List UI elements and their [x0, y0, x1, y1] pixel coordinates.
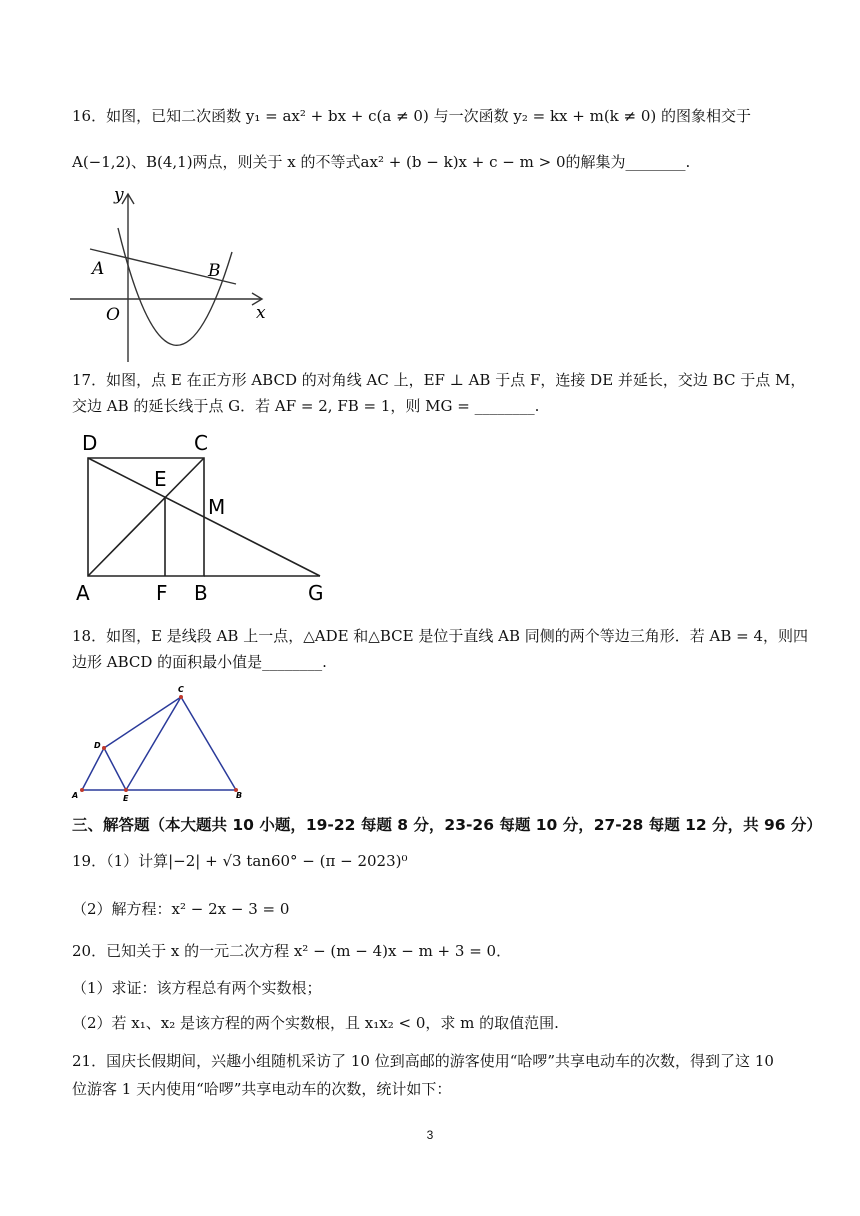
label-A: A [72, 791, 79, 800]
label-x: x [256, 303, 266, 323]
section-3-heading: 三、解答题（本大题共 10 小题，19-22 每题 8 分，23-26 每题 10 分，27-28 每题 12 分，共 96 分） [72, 816, 822, 834]
q16-graph-figure [62, 182, 282, 366]
q20-part2: （2）若 x₁、x₂ 是该方程的两个实数根，且 x₁x₂ < 0，求 m 的取值范围. [72, 1014, 559, 1032]
segment-AD [82, 748, 104, 790]
q21-text-line2: 位游客 1 天内使用“哈啰”共享电动车的次数，统计如下： [72, 1080, 452, 1098]
label-A: A [76, 581, 90, 605]
label-F: F [156, 581, 168, 605]
label-E: E [154, 467, 167, 491]
label-G: G [308, 581, 324, 605]
parabola-y1 [118, 228, 232, 345]
segment-EC [126, 697, 181, 790]
q19-part2: （2）解方程：x² − 2x − 3 = 0 [72, 900, 290, 918]
q18-triangles-figure [66, 682, 256, 804]
label-M: M [208, 495, 226, 519]
q18-text-line2: 边形 ABCD 的面积最小值是________. [72, 653, 327, 671]
diagonal-AC [88, 458, 204, 576]
page-number: 3 [426, 1128, 434, 1142]
label-D: D [94, 741, 101, 750]
segment-DE [104, 748, 126, 790]
q16-text-line2: A(−1,2)、B(4,1)两点，则关于 x 的不等式ax² + (b − k)x + c − m > 0的解集为________. [72, 153, 691, 171]
q21-text-line1: 21．国庆长假期间，兴趣小组随机采访了 10 位到高邮的游客使用“哈啰”共享电动车的次数，得到了这 10 [72, 1052, 774, 1070]
label-B: B [194, 581, 208, 605]
label-D: D [82, 431, 98, 455]
label-C: C [178, 685, 184, 694]
q16-text-line1: 16．如图，已知二次函数 y₁ = ax² + bx + c(a ≠ 0) 与一次函数 y₂ = kx + m(k ≠ 0) 的图象相交于 [72, 107, 752, 125]
segment-DC [104, 697, 181, 748]
segment-CB [181, 697, 236, 790]
label-E: E [123, 794, 129, 803]
label-O: O [106, 305, 120, 325]
label-B: B [236, 791, 243, 800]
label-A: A [92, 259, 105, 279]
q17-text-line2: 交边 AB 的延长线于点 G．若 AF = 2, FB = 1，则 MG = ________. [72, 397, 540, 415]
q20-stem: 20．已知关于 x 的一元二次方程 x² − (m − 4)x − m + 3 = 0． [72, 942, 512, 960]
label-y: y [114, 185, 124, 205]
label-B: B [208, 261, 221, 281]
q19-part1: 19．（1）计算|−2| + √3 tan60° − (π − 2023)⁰ [72, 852, 408, 870]
q17-square-figure [70, 428, 340, 608]
q18-text-line1: 18．如图，E 是线段 AB 上一点，△ADE 和△BCE 是位于直线 AB 同侧的两个等边三角形．若 AB = 4，则四 [72, 627, 809, 645]
q20-part1: （1）求证：该方程总有两个实数根； [72, 979, 322, 997]
label-C: C [194, 431, 208, 455]
q17-text-line1: 17．如图，点 E 在正方形 ABCD 的对角线 AC 上，EF ⊥ AB 于点 F，连接 DE 并延长，交边 BC 于点 M， [72, 371, 806, 389]
